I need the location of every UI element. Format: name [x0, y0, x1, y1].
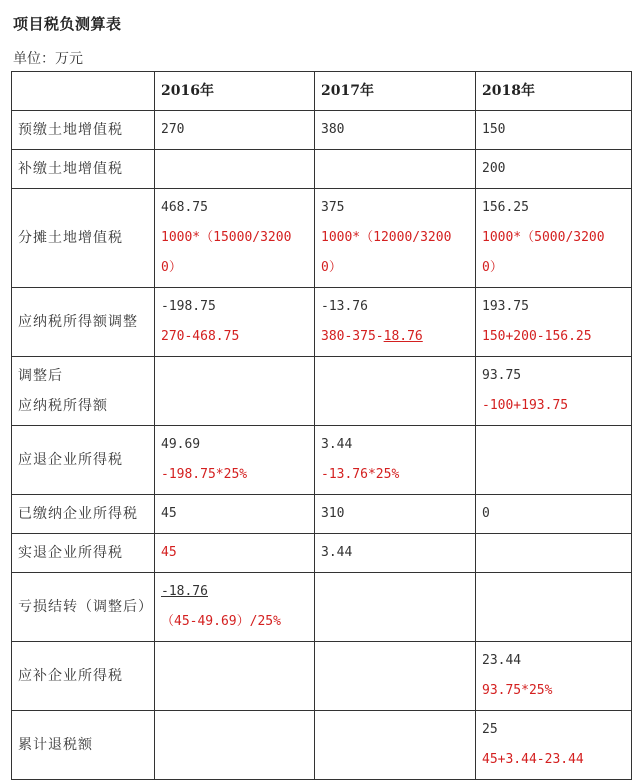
cell-formula: （45-49.69）/25% [161, 614, 281, 629]
cell-2018 [476, 357, 632, 426]
cell-2018 [476, 111, 632, 150]
row-label: 补缴土地增值税 [12, 150, 155, 189]
formula-underlined-part: 18.76 [383, 329, 423, 344]
cell-formula [321, 322, 469, 352]
table-row [12, 357, 632, 426]
table-row [12, 573, 632, 642]
formula-part: 380-375- [321, 329, 384, 344]
cell-2018 [476, 573, 632, 642]
cell-value: 380 [321, 122, 345, 137]
cell-2016 [155, 573, 315, 642]
header-row [12, 72, 632, 111]
cell-2016 [155, 534, 315, 573]
cell-2016 [155, 642, 315, 711]
cell-2017 [315, 495, 476, 534]
table-row [12, 495, 632, 534]
cell-2017 [315, 357, 476, 426]
cell-2018 [476, 288, 632, 357]
row-label: 应补企业所得税 [12, 642, 155, 711]
cell-formula: 1000*（12000/3200 0） [321, 230, 452, 275]
row-label-line: 应纳税所得额 [18, 398, 108, 414]
cell-value: 49.69 [161, 437, 201, 452]
row-label: 已缴纳企业所得税 [12, 495, 155, 534]
cell-formula: -198.75*25% [161, 467, 248, 482]
row-label: 应纳税所得额调整 [12, 288, 155, 357]
table-row [12, 426, 632, 495]
cell-value: 3.44 [321, 545, 353, 560]
cell-value: 310 [321, 506, 345, 521]
row-label: 累计退税额 [12, 711, 155, 780]
cell-2017 [315, 288, 476, 357]
cell-value: 193.75 [482, 299, 529, 314]
cell-2018 [476, 426, 632, 495]
header-blank-cell [12, 72, 155, 111]
cell-value: -198.75 [161, 299, 216, 314]
cell-formula: 270-468.75 [161, 329, 240, 344]
cell-formula: -100+193.75 [482, 398, 569, 413]
cell-2017 [315, 150, 476, 189]
cell-2017 [315, 642, 476, 711]
cell-value: 150 [482, 122, 506, 137]
table-row [12, 534, 632, 573]
cell-value: 156.25 [482, 200, 529, 215]
table-row [12, 150, 632, 189]
cell-2018 [476, 534, 632, 573]
row-label: 分摊土地增值税 [12, 189, 155, 288]
cell-2017 [315, 573, 476, 642]
page-title: 项目税负测算表 [13, 15, 122, 33]
cell-2016 [155, 426, 315, 495]
cell-2018 [476, 189, 632, 288]
cell-value: 375 [321, 200, 345, 215]
cell-2016 [155, 711, 315, 780]
header-2017: 2017年 [315, 72, 476, 111]
cell-formula: -13.76*25% [321, 467, 400, 482]
header-2016: 2016年 [155, 72, 315, 111]
row-label: 预缴土地增值税 [12, 111, 155, 150]
cell-2017 [315, 534, 476, 573]
cell-2017 [315, 111, 476, 150]
cell-2016 [155, 189, 315, 288]
table-row [12, 711, 632, 780]
cell-2016 [155, 150, 315, 189]
cell-2017 [315, 189, 476, 288]
cell-formula: 1000*（5000/3200 0） [482, 230, 605, 275]
table-row [12, 189, 632, 288]
cell-formula: 150+200-156.25 [482, 329, 592, 344]
cell-value: 0 [482, 506, 490, 521]
cell-2018 [476, 642, 632, 711]
cell-value: -13.76 [321, 299, 368, 314]
cell-value: 3.44 [321, 437, 353, 452]
cell-value: 468.75 [161, 200, 208, 215]
cell-formula: 93.75*25% [482, 683, 553, 698]
cell-2016 [155, 357, 315, 426]
cell-2016 [155, 495, 315, 534]
cell-2018 [476, 150, 632, 189]
cell-2017 [315, 426, 476, 495]
row-label: 亏损结转（调整后） [12, 573, 155, 642]
cell-2017 [315, 711, 476, 780]
cell-2018 [476, 495, 632, 534]
cell-value: 200 [482, 161, 506, 176]
row-label: 实退企业所得税 [12, 534, 155, 573]
cell-value: -18.76 [161, 584, 208, 599]
table-row [12, 288, 632, 357]
header-2018: 2018年 [476, 72, 632, 111]
cell-2016 [155, 111, 315, 150]
table-row [12, 642, 632, 711]
tax-burden-table [11, 71, 632, 780]
unit-label: 单位：万元 [13, 51, 83, 67]
cell-value: 93.75 [482, 368, 522, 383]
cell-value: 45 [161, 545, 177, 560]
cell-formula: 45+3.44-23.44 [482, 752, 584, 767]
table-row [12, 111, 632, 150]
cell-2018 [476, 711, 632, 780]
cell-value: 25 [482, 722, 498, 737]
row-label: 应退企业所得税 [12, 426, 155, 495]
cell-value: 270 [161, 122, 185, 137]
cell-formula: 1000*（15000/3200 0） [161, 230, 292, 275]
cell-value: 23.44 [482, 653, 522, 668]
cell-value: 45 [161, 506, 177, 521]
row-label [12, 357, 155, 426]
cell-2016 [155, 288, 315, 357]
row-label-line: 调整后 [18, 368, 63, 384]
